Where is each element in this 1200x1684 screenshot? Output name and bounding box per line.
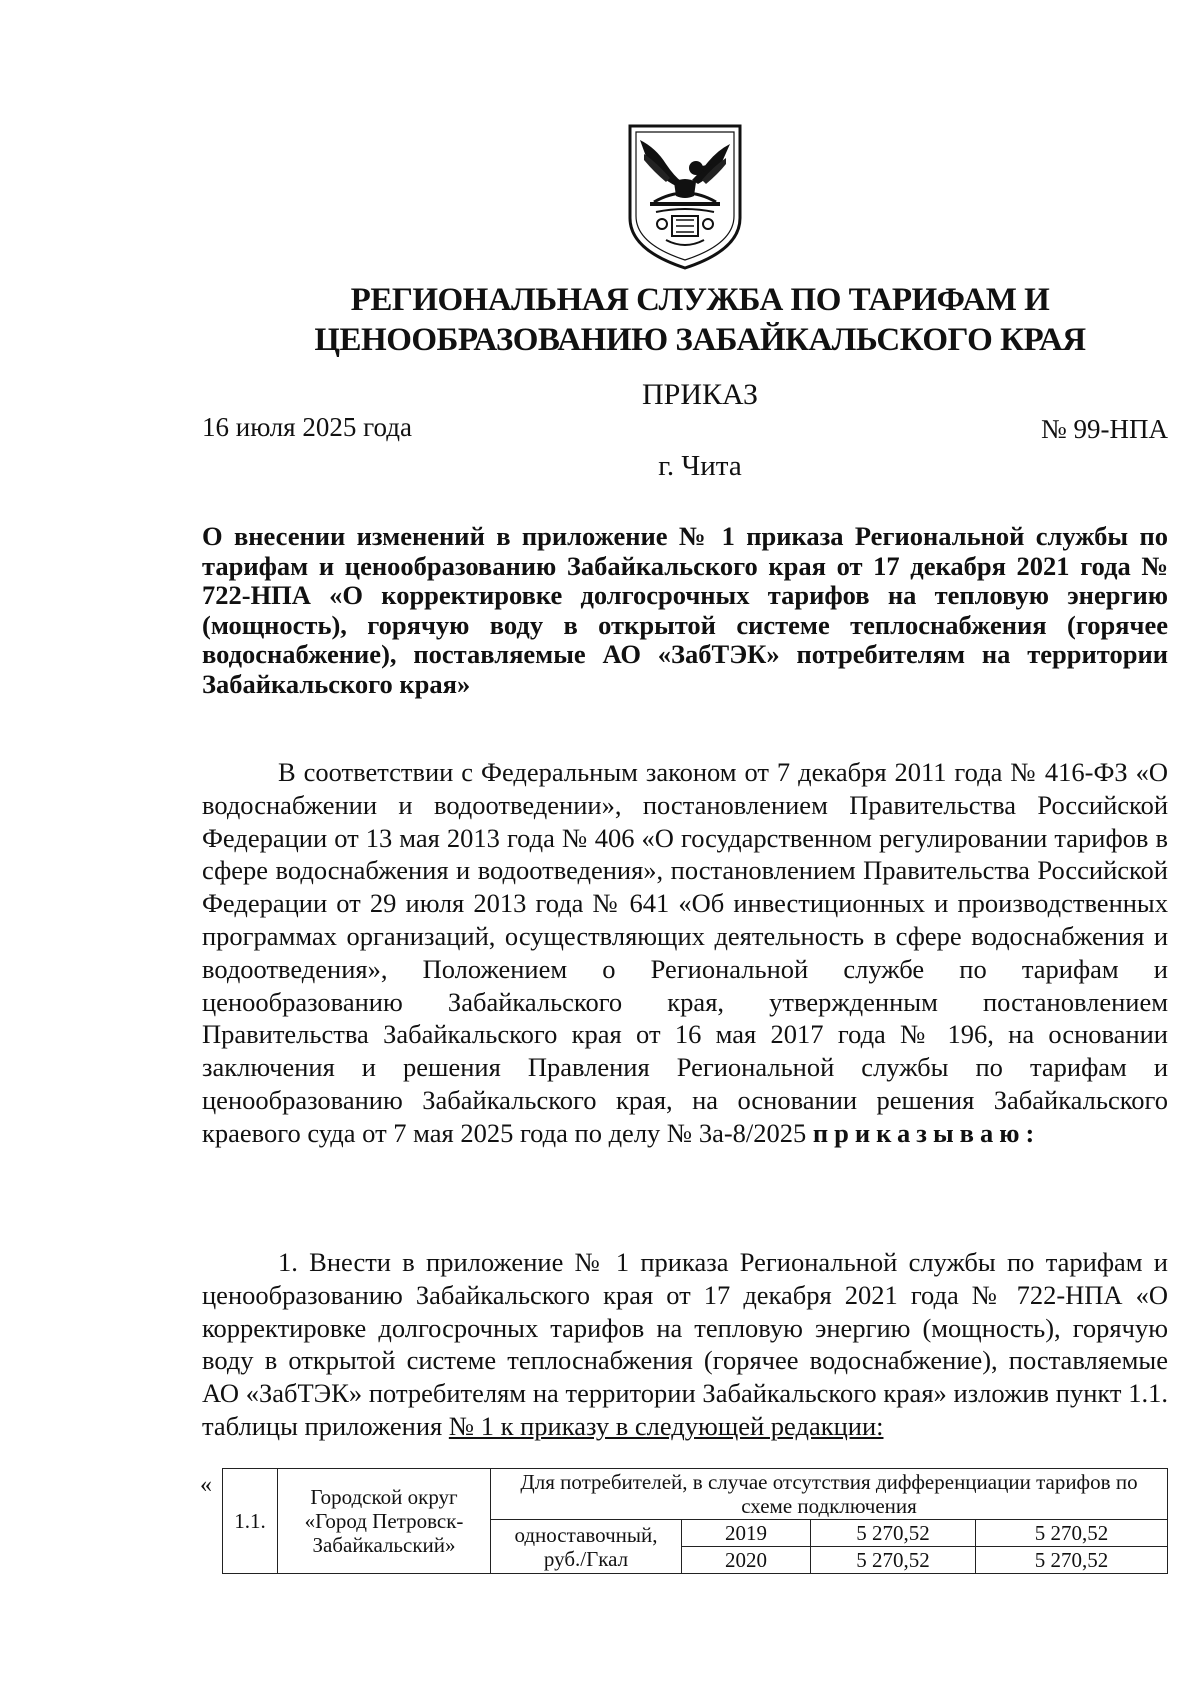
- tariff-type-cell: одноставочный, руб./Гкал: [491, 1520, 682, 1574]
- group-header-cell: Для потребителей, в случае отсутствия дифференциации тарифов по схеме подключения: [491, 1469, 1168, 1520]
- year-cell: 2019: [682, 1520, 811, 1547]
- preamble-paragraph: [202, 756, 1168, 1150]
- organization-title-line2: ЦЕНООБРАЗОВАНИЮ ЗАБАЙКАЛЬСКОГО КРАЯ: [314, 322, 1086, 358]
- row-number-cell: 1.1.: [223, 1469, 278, 1574]
- coat-of-arms-emblem: [626, 122, 744, 270]
- document-subject: О внесении изменений в приложение № 1 приказа Региональной службы по тарифам и ценообразованию Забайкальского края от 17 декабря 2021 года № 722-НПА «О корректировке долгосрочных тарифов на тепловую энергию (мощность), горячую воду в открытой системе теплоснабжения (горячее водоснабжение), поставляемые АО «ЗабТЭК» потребителям на территории Забайкальского края»: [202, 521, 1168, 699]
- tariff-table: [222, 1468, 1168, 1574]
- value1-cell: 5 270,52: [811, 1547, 976, 1574]
- value1-cell: 5 270,52: [811, 1520, 976, 1547]
- document-number: № 99-НПА: [1041, 414, 1168, 444]
- preamble-text: В соответствии с Федеральным законом от 7 декабря 2011 года № 416-ФЗ «О водоснабжении и водоотведении», постановлением Правительства Российской Федерации от 13 мая 2013 года № 406 «О государственном регулировании тарифов в сфере водоснабжения и водоотведения», постановлением Правительства Российской Федерации от 29 июля 2013 года № 641 «Об инвестиционных и производственных программах организаций, осуществляющих деятельность в сфере водоснабжения и водоотведения», Положением о Региональной службе по тарифам и ценообразованию Забайкальского края, утвержденным постановлением Правительства Забайкальского края от 16 мая 2017 года № 196, на основании заключения и решения Правления Региональной службы по тарифам и ценообразованию Забайкальского края, на основании решения Забайкальского краевого суда от 7 мая 2025 года по делу № 3а-8/2025: [202, 757, 1168, 1148]
- value2-cell: 5 270,52: [976, 1520, 1168, 1547]
- document-date: 16 июля 2025 года: [202, 412, 412, 442]
- order-word: приказываю:: [812, 1117, 1041, 1148]
- value2-cell: 5 270,52: [976, 1547, 1168, 1574]
- clause-1-paragraph: [202, 1246, 1168, 1443]
- organization-title-line1: РЕГИОНАЛЬНАЯ СЛУЖБА ПО ТАРИФАМ И: [350, 282, 1050, 318]
- district-cell: Городской округ «Город Петровск-Забайкальский»: [278, 1469, 491, 1574]
- year-cell: 2020: [682, 1547, 811, 1574]
- document-city: г. Чита: [658, 450, 742, 482]
- clause-1-tail: № 1 к приказу в следующей редакции:: [448, 1410, 884, 1441]
- clause-1-text: 1. Внести в приложение № 1 приказа Региональной службы по тарифам и ценообразованию Забайкальского края от 17 декабря 2021 года № 722-НПА «О корректировке долгосрочных тарифов на тепловую энергию (мощность), горячую воду в открытой системе теплоснабжения (горячее водоснабжение), поставляемые АО «ЗабТЭК» потребителям на территории Забайкальского края» изложив пункт 1.1. таблицы приложения: [202, 1247, 1168, 1441]
- table-row: [223, 1469, 1168, 1520]
- document-type: ПРИКАЗ: [642, 378, 758, 411]
- table-open-quote: «: [200, 1472, 212, 1498]
